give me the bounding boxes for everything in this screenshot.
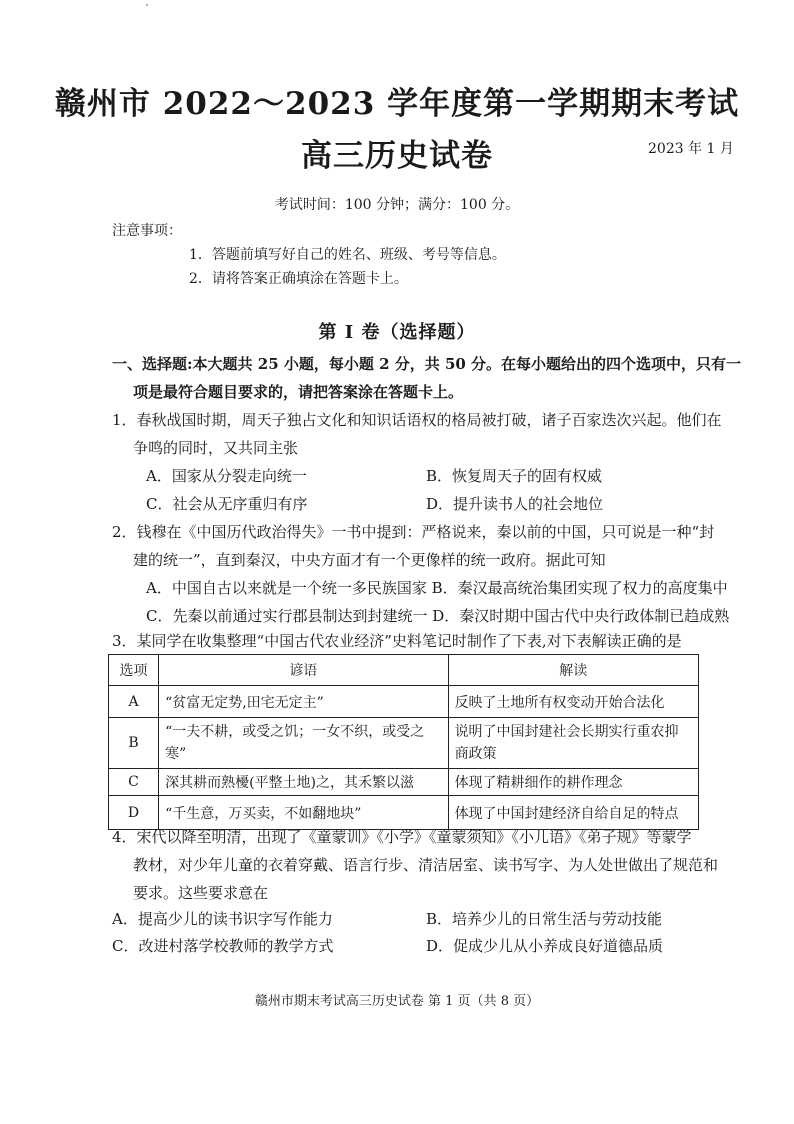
table-header: 选项: [109, 655, 159, 686]
q4-option-d: D．促成少儿从小养成良好道德品质: [426, 937, 664, 955]
q1-option-a: A．国家从分裂走向统一: [146, 467, 307, 485]
notice-title: 注意事项：: [112, 223, 182, 239]
page-footer: 赣州市期末考试高三历史试卷 第 1 页（共 8 页）: [254, 994, 540, 1009]
table-cell-proverb: “一夫不耕，或受之饥；一女不织，或受之寒”: [159, 718, 448, 769]
table-cell-reading: 体现了精耕细作的耕作理念: [448, 769, 698, 796]
q4-stem: 4．宋代以降至明清，出现了《童蒙训》《小学》《童蒙须知》《小儿语》《弟子规》等蒙学: [112, 828, 692, 846]
notice-item: 2．请将答案正确填涂在答题卡上。: [189, 271, 408, 287]
table-cell-reading: 说明了中国封建社会长期实行重农抑商政策: [448, 718, 698, 769]
q2-options-cd: C．先秦以前通过实行郡县制达到封建统一 D．秦汉时期中国古代中央行政体制已趋成熟: [146, 607, 730, 625]
table-cell-reading: 体现了中国封建经济自给自足的特点: [448, 796, 698, 830]
table-cell-proverb: “贫富无定势,田宅无定主”: [159, 686, 448, 718]
q4-stem-cont: 要求。这些要求意在: [133, 884, 269, 902]
q2-stem-cont: 建的统一”，直到秦汉，中央方面才有一个更像样的统一政府。据此可知: [133, 551, 606, 569]
table-header: 谚语: [159, 655, 448, 686]
exam-title: 赣州市 2022～2023 学年度第一学期期末考试: [54, 86, 740, 122]
table-row: [109, 718, 699, 769]
q3-table: [108, 654, 699, 830]
table-cell-reading: 反映了土地所有权变动开始合法化: [448, 686, 698, 718]
table-cell-option: B: [109, 718, 159, 769]
table-row: [109, 686, 699, 718]
exam-info: 考试时间：100 分钟；满分：100 分。: [274, 197, 520, 213]
q1-stem: 1．春秋战国时期，周天子独占文化和知识话语权的格局被打破，诸子百家迭次兴起。他们在: [112, 411, 722, 429]
table-cell-proverb: 深其耕而熟櫌(平整土地)之，其禾繁以滋: [159, 769, 448, 796]
q4-option-c: C．改进村落学校教师的教学方式: [112, 937, 334, 955]
q4-option-a: A．提高少儿的读书识字写作能力: [112, 910, 333, 928]
table-cell-option: C: [109, 769, 159, 796]
table-header: 解读: [448, 655, 698, 686]
q2-options-ab: A．中国自古以来就是一个统一多民族国家 B．秦汉最高统治集团实现了权力的高度集中: [146, 579, 728, 597]
q3-stem: 3．某同学在收集整理“中国古代农业经济”史料笔记时制作了下表,对下表解读正确的是: [112, 632, 682, 650]
table-cell-option: D: [109, 796, 159, 830]
table-row: [109, 796, 699, 830]
exam-date: 2023 年 1 月: [648, 141, 734, 157]
scan-dot: [146, 4, 148, 6]
q4-stem-cont: 教材，对少年儿童的衣着穿戴、语言行步、清洁居室、读书写字、为人处世做出了规范和: [133, 856, 719, 874]
notice-item: 1．答题前填写好自己的姓名、班级、考号等信息。: [189, 247, 506, 263]
q2-stem: 2．钱穆在《中国历代政治得失》一书中提到：严格说来，秦以前的中国，只可说是一种“封: [112, 523, 715, 541]
q1-option-b: B．恢复周天子的固有权威: [426, 467, 603, 485]
section-instructions: 一、选择题:本大题共 25 小题，每小题 2 分，共 50 分。在每小题给出的四个选项中，只有一: [112, 355, 742, 373]
table-header-row: [109, 655, 699, 686]
exam-subtitle: 高三历史试卷: [301, 138, 493, 174]
part-title: 第 I 卷（选择题）: [318, 322, 476, 343]
table-row: [109, 769, 699, 796]
q1-option-d: D．提升读书人的社会地位: [426, 495, 604, 513]
section-instructions-cont: 项是最符合题目要求的，请把答案涂在答题卡上。: [133, 383, 464, 401]
q1-stem-cont: 争鸣的同时，又共同主张: [133, 439, 299, 457]
table-cell-proverb: “千生意，万买卖，不如翻地块”: [159, 796, 448, 830]
table-cell-option: A: [109, 686, 159, 718]
q1-option-c: C．社会从无序重归有序: [146, 495, 308, 513]
q4-option-b: B．培养少儿的日常生活与劳动技能: [426, 910, 663, 928]
